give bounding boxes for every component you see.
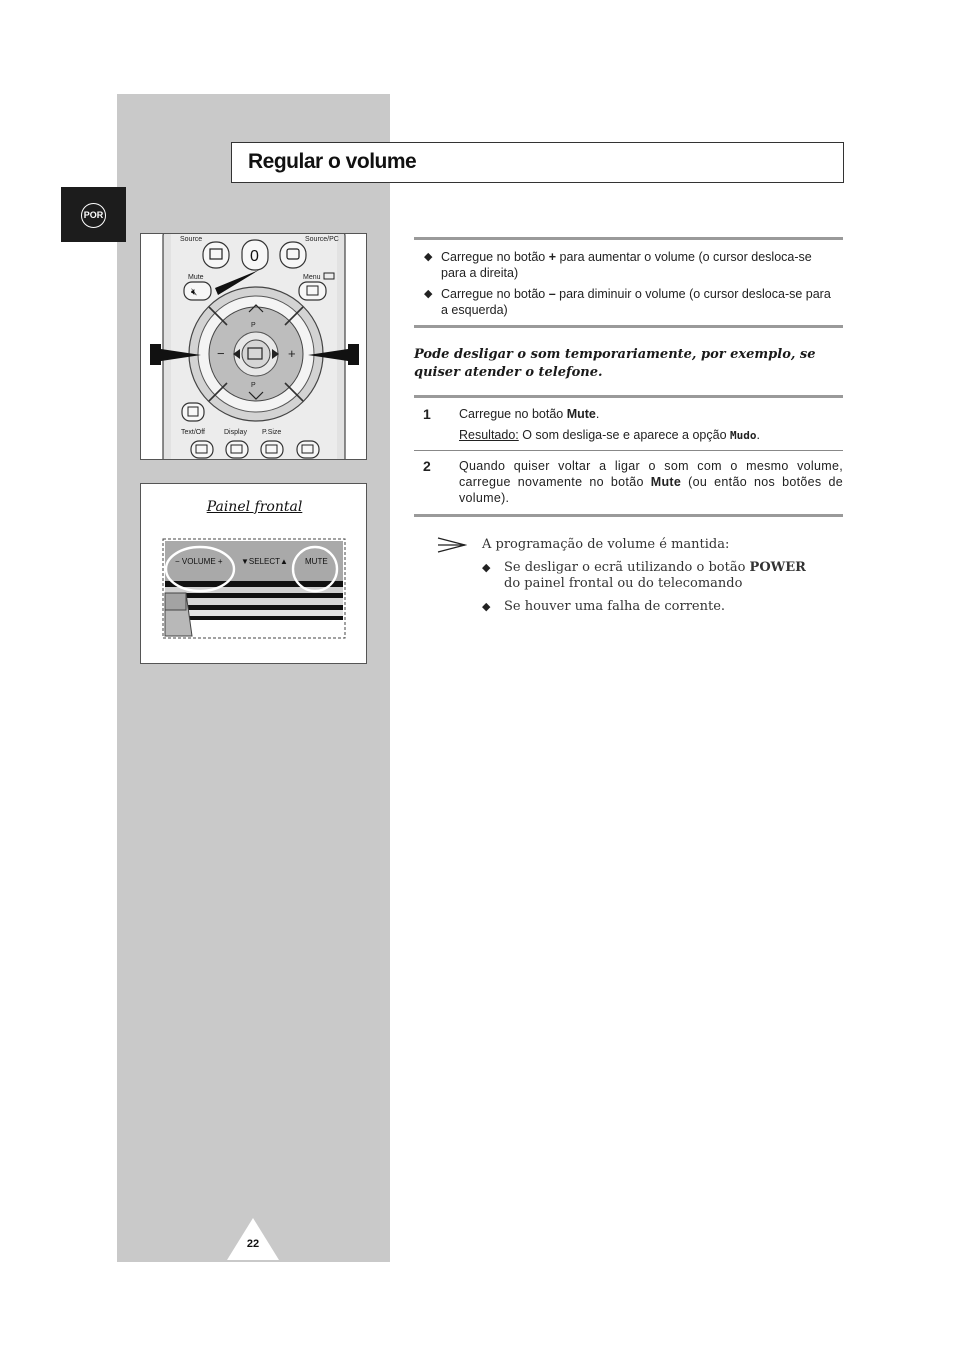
svg-text:P: P [251,322,256,329]
svg-text:🔇︎: 🔇︎ [191,287,198,298]
remote-source-pc-button [280,242,306,268]
volume-left-marker [150,344,161,365]
remote-text-off-label: Text/Off [181,429,205,436]
volume-right-marker [348,344,359,365]
panel-mute-label: MUTE [305,557,328,566]
remote-menu-button [299,282,326,300]
remote-zero-label: 0 [250,248,259,265]
volume-bullets [424,249,834,323]
tip-arrow-icon [437,537,467,553]
section-rule-top [414,237,843,240]
step-number: 1 [423,406,431,422]
result-label: Resultado: [459,428,519,442]
mute-note: Pode desligar o som temporariamente, por exemplo, se quiser atender o telefone. [414,347,816,380]
title-box [231,142,844,183]
page-number: 22 [246,1238,260,1250]
remote-mute-label: Mute [188,274,204,281]
step-divider [414,450,843,451]
tip-item: ◆ Se houver uma falha de corrente. [482,599,726,614]
panel-volume-label: − VOLUME + [175,557,223,566]
step-1 [414,406,843,446]
bullet-item: ◆ Carregue no botão – para diminuir o volume (o cursor desloca-se para a esquerda) [424,287,831,317]
osd-option: Mudo [730,429,757,442]
diamond-icon: ◆ [424,251,433,263]
bullet-item: ◆ Carregue no botão + para aumentar o volume (o cursor desloca-se para a direita) [424,250,812,280]
tip-item: ◆ Se desligar o ecrã utilizando o botão POWER do painel frontal ou do telecomando [482,560,806,591]
remote-menu-label: Menu [303,274,321,281]
remote-source-button [203,242,229,268]
section-rule-bottom [414,514,843,517]
front-panel-caption: Painel frontal [206,499,303,515]
language-badge: POR [81,203,106,228]
step-body: Carregue no botão Mute. Resultado: O som desliga-se e aparece a opção Mudo. [459,407,760,442]
step-body: Quando quiser voltar a ligar o som com o mesmo volume, carregue novamente no botão Mute (ou então nos botões de volume). [459,459,843,505]
svg-text:P: P [251,382,256,389]
remote-control-figure [140,233,367,460]
diamond-icon: ◆ [424,288,433,300]
remote-control-illustration [141,234,367,460]
section-rule [414,395,843,398]
front-panel-figure [140,483,367,664]
remote-display-label: Display [224,429,247,436]
tip-note [482,537,822,622]
page-title: Regular o volume [248,150,417,173]
diamond-icon: ◆ [482,561,491,574]
step-number: 2 [423,458,431,474]
remote-minus-label: − [217,346,225,361]
remote-source-pc-label: Source/PC [305,236,339,243]
tip-intro: A programação de volume é mantida: [482,537,730,552]
panel-select-label: ▼SELECT▲ [241,557,288,566]
remote-mute-button [184,282,211,300]
remote-plus-label: + [288,346,296,361]
front-panel-illustration [162,538,346,639]
language-tab [61,187,126,242]
remote-source-label: Source [180,236,203,243]
step-2 [414,458,843,510]
section-rule [414,325,843,328]
diamond-icon: ◆ [482,600,491,613]
remote-psize-label: P.Size [262,429,282,436]
